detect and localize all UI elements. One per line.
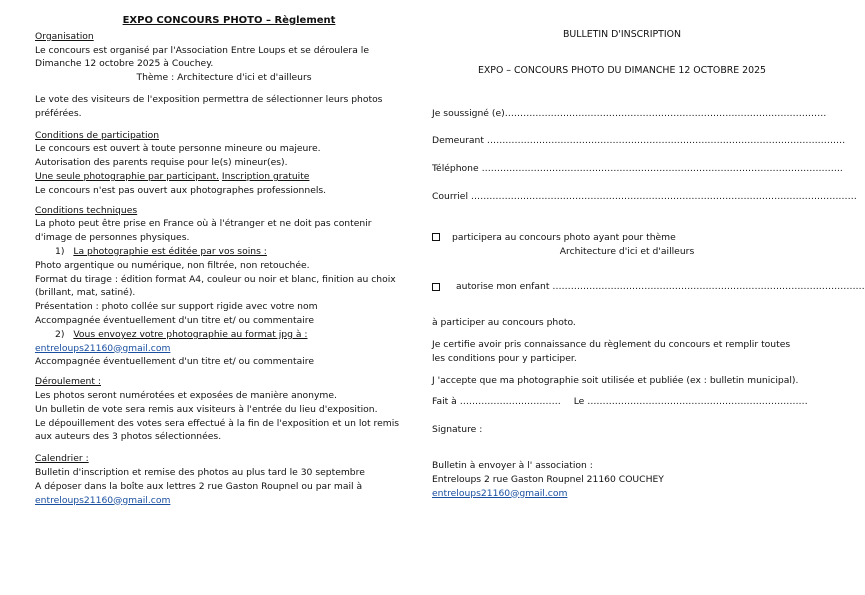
techniques-line: Présentation : photo collée sur support rigide avec votre nom: [35, 301, 318, 313]
option-2: [35, 328, 413, 342]
techniques-line: Accompagnée éventuellement d'un titre et/ ou commentaire: [35, 314, 315, 326]
techniques-line: d'image de personnes physiques.: [35, 232, 190, 244]
free-registration: Inscription gratuite: [221, 170, 310, 182]
calendrier-heading: Calendrier :: [35, 453, 89, 465]
autorise-option: [432, 280, 865, 294]
email-link[interactable]: entreloups21160@gmail.com: [35, 494, 171, 506]
participation-line: Autorisation des parents requise pour le(s) mineur(es).: [35, 157, 288, 169]
theme-line: Thème : Architecture d'ici et d'ailleurs: [136, 72, 312, 84]
option-1: [35, 245, 413, 259]
deroulement-line: aux auteurs des 3 photos sélectionnées.: [35, 431, 222, 443]
calendrier-line: A déposer dans la boîte aux lettres 2 rue Gaston Roupnel ou par mail à: [35, 480, 363, 492]
email-link[interactable]: entreloups21160@gmail.com: [35, 342, 171, 354]
certifie-line: Je certifie avoir pris connaissance du règlement du concours et remplir toutes: [432, 338, 791, 350]
certifie-line: les conditions pour y participer.: [432, 352, 577, 364]
participera-option: [432, 231, 812, 245]
one-photo-rule: Une seule photographie par participant.: [35, 170, 219, 182]
deroulement-line: Un bulletin de vote sera remis aux visiteurs à l'entrée du lieu d'exposition.: [35, 403, 378, 415]
option-1-number: 1): [55, 245, 65, 257]
vote-line: Le vote des visiteurs de l'exposition permettra de sélectionner leurs photos: [35, 93, 383, 105]
techniques-heading: Conditions techniques: [35, 204, 138, 216]
techniques-line: Photo argentique ou numérique, non filtrée, non retouchée.: [35, 259, 310, 271]
participation-heading: Conditions de participation: [35, 129, 160, 141]
bulletin-title: BULLETIN D'INSCRIPTION: [562, 29, 682, 40]
autorise-label[interactable]: autorise mon enfant …………………………………………………………………………………………: [456, 281, 865, 293]
fait-le-line: [432, 395, 812, 409]
signature-label: Signature :: [432, 424, 483, 436]
techniques-line: Accompagnée éventuellement d'un titre et/ ou commentaire: [35, 356, 315, 368]
organisation-line: Dimanche 12 octobre 2025 à Couchey.: [35, 58, 214, 70]
accepte-line: J 'accepte que ma photographie soit utilisée et publiée (ex : bulletin municipal).: [432, 374, 799, 386]
participera-checkbox[interactable]: [432, 233, 440, 241]
participer-line: à participer au concours photo.: [432, 317, 576, 329]
theme-line: Architecture d'ici et d'ailleurs: [559, 245, 695, 257]
option-2-label: Vous envoyez votre photographie au format jpg à :: [73, 328, 308, 340]
deroulement-line: Les photos seront numérotées et exposées de manière anonyme.: [35, 389, 337, 401]
reglement-title: EXPO CONCOURS PHOTO – Règlement: [122, 15, 336, 26]
organisation-line: Le concours est organisé par l'Association Entre Loups et se déroulera le: [35, 44, 369, 56]
techniques-line: La photo peut être prise en France où à l'étranger et ne doit pas contenir: [35, 218, 372, 230]
participera-label: participera au concours photo ayant pour thème: [452, 231, 676, 243]
vote-line: préférées.: [35, 107, 82, 119]
fait-a-field[interactable]: Fait à ……………………………: [432, 396, 561, 408]
techniques-line: (brillant, mat, satiné).: [35, 287, 136, 299]
participation-line: Le concours n'est pas ouvert aux photographes professionnels.: [35, 184, 327, 196]
bulletin-subtitle: EXPO – CONCOURS PHOTO DU DIMANCHE 12 OCTOBRE 2025: [477, 64, 767, 76]
autorise-checkbox[interactable]: [432, 283, 440, 291]
techniques-line: Format du tirage : édition format A4, couleur ou noir et blanc, finition au choix: [35, 273, 396, 285]
participation-line: Le concours est ouvert à toute personne mineure ou majeure.: [35, 143, 321, 155]
date-field[interactable]: Le ………………………………………………………………: [573, 396, 808, 408]
demeurant-field[interactable]: Demeurant ………………………………………………………………………………………………………: [432, 135, 846, 147]
deroulement-line: Le dépouillement des votes sera effectué à la fin de l'exposition et un lot remis: [35, 417, 400, 429]
courriel-field[interactable]: Courriel ………………………………………………………………………………………………………………: [432, 190, 857, 202]
email-link[interactable]: entreloups21160@gmail.com: [432, 487, 568, 499]
organisation-heading: Organisation: [35, 30, 94, 42]
option-2-number: 2): [55, 328, 65, 340]
participation-line: [35, 170, 413, 184]
deroulement-heading: Déroulement :: [35, 376, 101, 388]
calendrier-line: Bulletin d'inscription et remise des photos au plus tard le 30 septembre: [35, 466, 365, 478]
adresse-line: Entreloups 2 rue Gaston Roupnel 21160 COUCHEY: [432, 473, 664, 485]
reglement-column: [35, 14, 413, 507]
envoyer-line: Bulletin à envoyer à l' association :: [432, 459, 593, 471]
bulletin-column: [432, 14, 865, 500]
telephone-field[interactable]: Téléphone ……………………………………………………………………………………………………….: [432, 163, 843, 175]
soussigne-field[interactable]: Je soussigné (e)……………………………………………………………………………………………: [432, 107, 827, 119]
option-1-label: La photographie est éditée par vos soins :: [73, 245, 267, 257]
